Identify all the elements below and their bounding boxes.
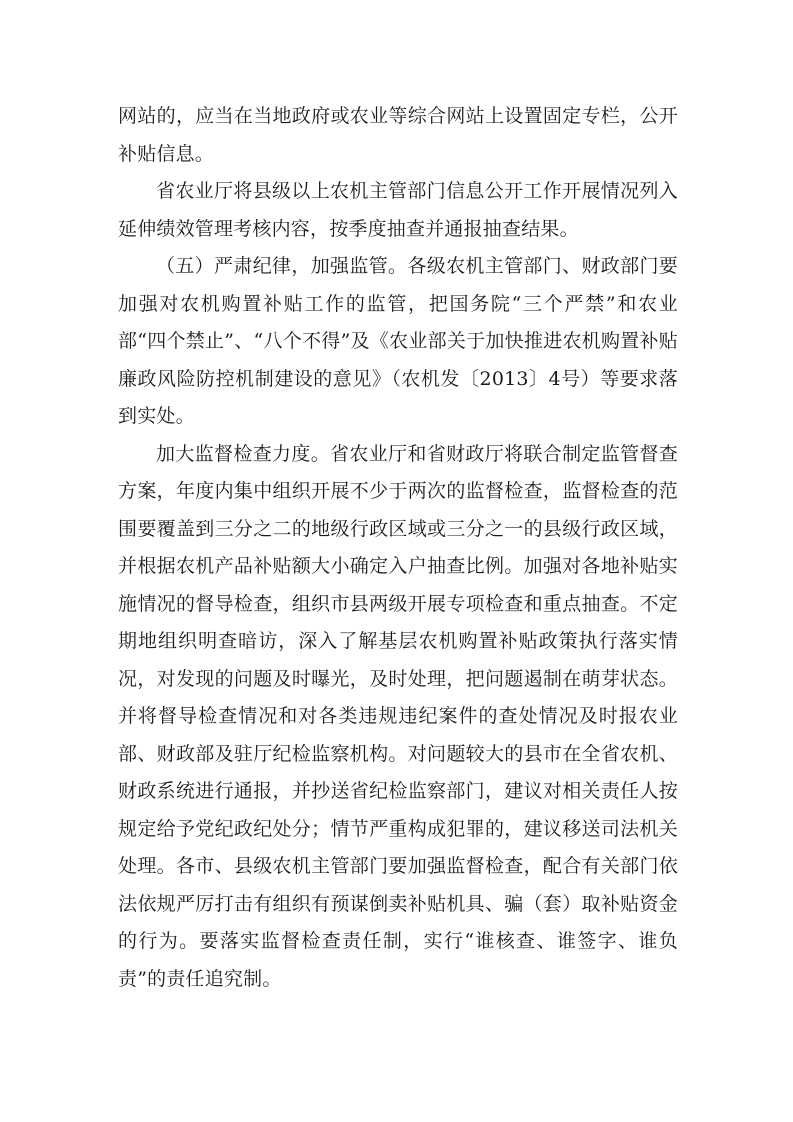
paragraph-supervision: 加大监督检查力度。省农业厅和省财政厅将联合制定监管督查方案，年度内集中组织开展不少于两次的监督检查，监督检查的范围要覆盖到三分之二的地级行政区域或三分之一的县级行政区域，并根据农机产品补贴额大小确定入户抽查比例。加强对各地补贴实施情况的督导检查，组织市县两级开展专项检查和重点抽查。不定期地组织明查暗访，深入了解基层农机购置补贴政策执行落实情况，对发现的问题及时曝光，及时处理，把问题遏制在萌芽状态。并将督导检查情况和对各类违规违纪案件的查处情况及时报农业部、财政部及驻厅纪检监察机构。对问题较大的县市在全省农机、财政系统进行通报，并抄送省纪检监察部门，建议对相关责任人按规定给予党纪政纪处分；情节严重构成犯罪的，建议移送司法机关处理。各市、县级农机主管部门要加强监督检查，配合有关部门依法依规严厉打击有组织有预谋倒卖补贴机具、骗（套）取补贴资金的行为。要落实监督检查责任制，实行“谁核查、谁签字、谁负责”的责任追究制。 (118, 442, 678, 990)
paragraph-continuation: 网站的，应当在当地政府或农业等综合网站上设置固定专栏，公开补贴信息。 (118, 105, 678, 165)
paragraph-discipline: （五）严肃纪律，加强监管。各级农机主管部门、财政部门要加强对农机购置补贴工作的监管，把国务院“三个严禁”和农业部“四个禁止”、“八个不得”及《农业部关于加快推进农机购置补贴廉政风险防控机制建设的意见》（农机发〔2013〕4号）等要求落到实处。 (118, 255, 678, 427)
paragraph-info-disclosure: 省农业厅将县级以上农机主管部门信息公开工作开展情况列入延伸绩效管理考核内容，按季度抽查并通报抽查结果。 (118, 180, 678, 240)
document-body (118, 98, 678, 998)
